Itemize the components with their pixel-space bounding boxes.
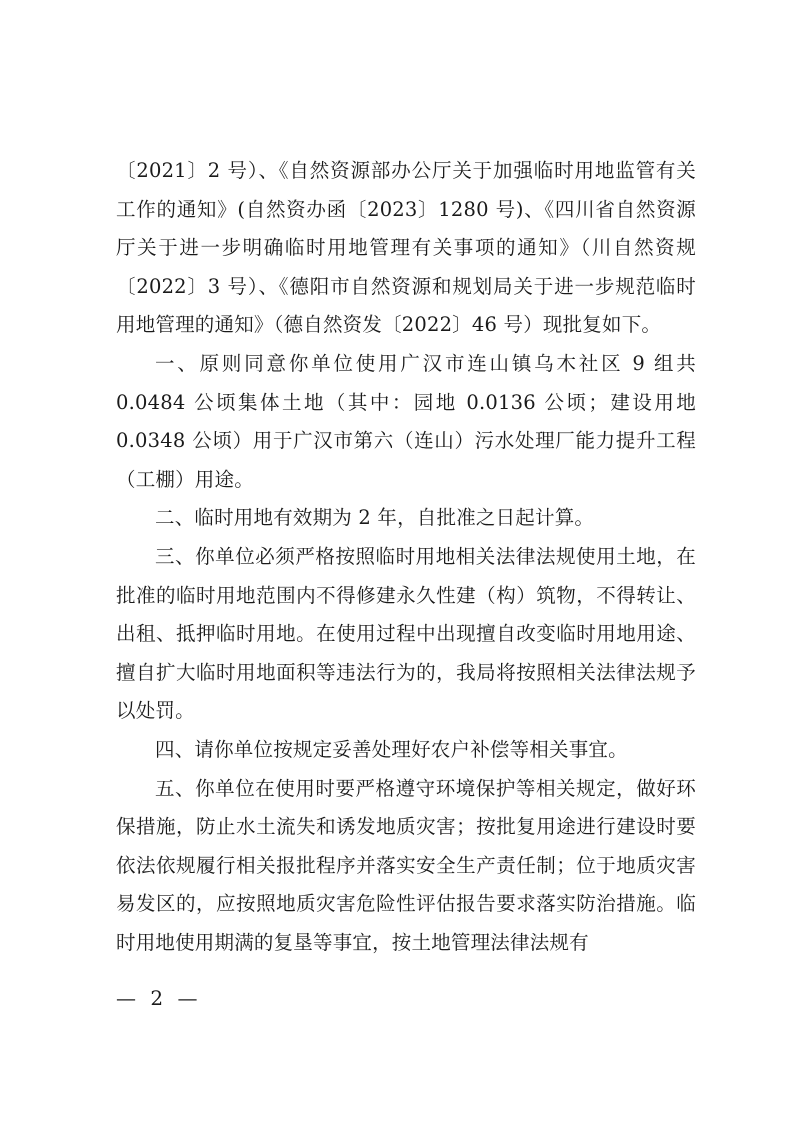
paragraph-item-3: 三、你单位必须严格按照临时用地相关法律法规使用土地，在批准的临时用地范围内不得修建永久性建（构）筑物，不得转让、出租、抵押临时用地。在使用过程中出现擅自改变临时用地用途、擅自扩大临时用地面积等违法行为的，我局将按照相关法律法规予以处罚。 xyxy=(116,544,696,723)
page-number: — 2 — xyxy=(116,986,202,1010)
paragraph-item-5: 五、你单位在使用时要严格遵守环境保护等相关规定，做好环保措施，防止水土流失和诱发地质灾害；按批复用途进行建设时要依法依规履行相关报批程序并落实安全生产责任制；位于地质灾害易发区的，应按照地质灾害危险性评估报告要求落实防治措施。临时用地使用期满的复垦等事宜，按土地管理法律法规有 xyxy=(116,776,696,954)
document-body xyxy=(116,152,696,962)
paragraph-item-1: 一、原则同意你单位使用广汉市连山镇乌木社区 9 组共 0.0484 公顷集体土地（其中：园地 0.0136 公顷；建设用地 0.0348 公顷）用于广汉市第六（连山）污水处理厂能力提升工程（工棚）用途。 xyxy=(116,351,696,491)
paragraph-item-4: 四、请你单位按规定妥善处理好农户补偿等相关事宜。 xyxy=(155,737,628,761)
paragraph-item-2: 二、临时用地有效期为 2 年，自批准之日起计算。 xyxy=(155,506,595,530)
paragraph-continuation: 〔2021〕2 号）、《自然资源部办公厅关于加强临时用地监管有关工作的通知》(自然资办函〔2023〕1280 号)、《四川省自然资源厅关于进一步明确临时用地管理有关事项的通知》（川自然资规〔2022〕3 号）、《德阳市自然资源和规划局关于进一步规范临时用地管理的通知》（德自然资发〔2022〕46 号）现批复如下。 xyxy=(116,159,696,337)
